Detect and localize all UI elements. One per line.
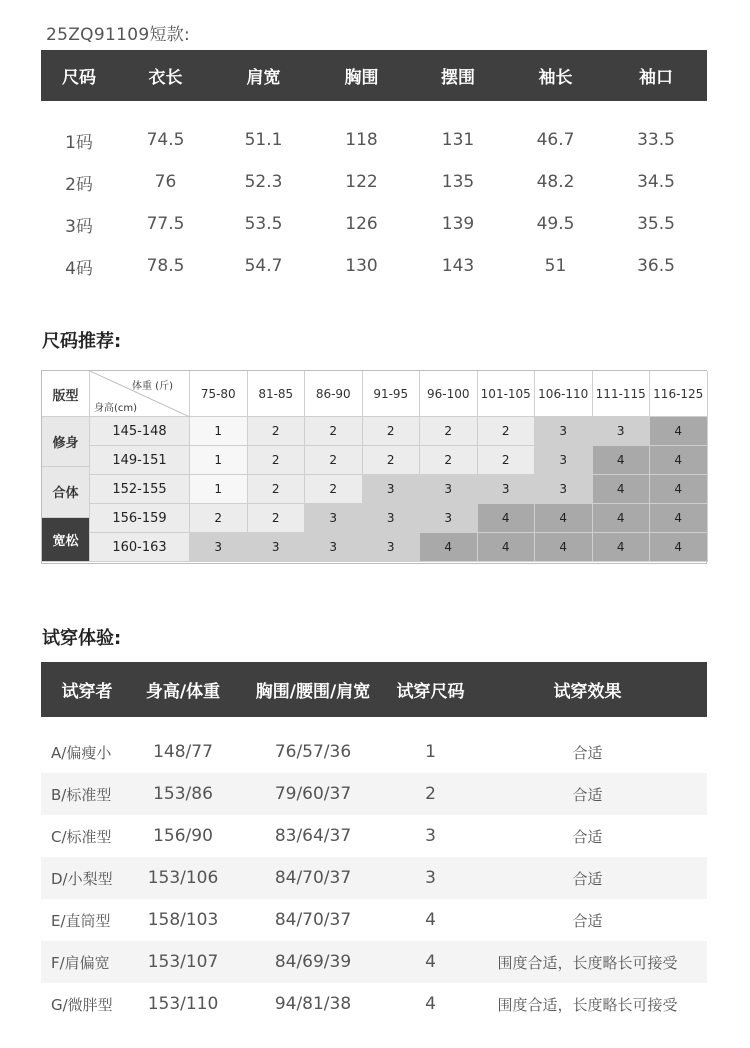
trial-cell-trial-effect: 围度合适，长度略长可接受 (497, 995, 678, 1014)
header-sleeve-length: 袖长 (538, 68, 573, 88)
size-table-header (41, 50, 707, 101)
recommend-size-cell: 3 (420, 475, 478, 504)
trial-cell-tester: C/标准型 (51, 827, 112, 846)
product-code-title: 25ZQ91109短款: (46, 25, 191, 45)
trial-cell-trial-effect: 合适 (572, 827, 603, 846)
trial-cell-trial-effect: 合适 (572, 911, 603, 930)
recommend-size-cell: 2 (305, 446, 363, 475)
trial-cell-tester: B/标准型 (51, 785, 112, 804)
trial-cell-trial-size: 3 (425, 868, 436, 888)
trial-cell-measurements: 83/64/37 (274, 826, 352, 846)
size-cell-length: 76 (154, 172, 177, 192)
trial-cell-measurements: 84/69/39 (274, 952, 352, 972)
trial-cell-trial-effect: 合适 (572, 743, 603, 762)
fit-label: 宽松 (42, 518, 90, 562)
height-label: 156-159 (90, 504, 190, 533)
size-cell-shoulder: 54.7 (244, 256, 283, 276)
recommend-title: 尺码推荐: (42, 331, 122, 352)
recommend-size-cell: 4 (593, 504, 651, 533)
recommend-size-cell: 2 (248, 446, 306, 475)
recommend-size-cell: 3 (535, 475, 593, 504)
recommend-size-cell: 3 (248, 533, 306, 562)
recommend-size-cell: 4 (650, 475, 708, 504)
size-cell-sleeve-length: 51 (544, 256, 567, 276)
trial-table (41, 662, 707, 1025)
trial-cell-trial-effect: 合适 (572, 869, 603, 888)
size-cell-size: 2码 (65, 174, 93, 195)
trial-cell-height-weight: 153/110 (147, 994, 219, 1014)
trial-cell-height-weight: 148/77 (153, 742, 213, 762)
size-cell-bust: 118 (345, 130, 378, 150)
recommend-size-cell: 4 (593, 533, 651, 562)
trial-title: 试穿体验: (42, 628, 122, 649)
size-row (41, 119, 707, 161)
recommend-size-cell: 2 (478, 417, 536, 446)
corner-weight-label: 体重 (斤) (132, 381, 173, 392)
recommend-size-cell: 2 (248, 504, 306, 533)
weight-header: 81-85 (248, 371, 306, 417)
trial-cell-height-weight: 156/90 (153, 826, 213, 846)
trial-cell-trial-size: 4 (425, 910, 436, 930)
trial-table-header (41, 662, 707, 717)
height-label: 152-155 (90, 475, 190, 504)
header-shoulder: 肩宽 (246, 68, 281, 88)
weight-header: 106-110 (535, 371, 593, 417)
trial-cell-tester: G/微胖型 (51, 995, 113, 1014)
size-table (41, 50, 707, 287)
size-row (41, 161, 707, 203)
trial-table-body (41, 717, 707, 1025)
size-row (41, 203, 707, 245)
recommend-size-cell: 4 (420, 533, 478, 562)
trial-cell-tester: A/偏瘦小 (51, 743, 112, 762)
trial-cell-height-weight: 153/86 (153, 784, 213, 804)
recommend-size-cell: 4 (650, 533, 708, 562)
size-cell-cuff: 34.5 (637, 172, 675, 192)
header-measurements: 胸围/腰围/肩宽 (255, 682, 371, 702)
recommend-size-cell: 2 (420, 446, 478, 475)
size-cell-cuff: 33.5 (637, 130, 675, 150)
trial-cell-tester: D/小梨型 (51, 869, 113, 888)
height-label: 149-151 (90, 446, 190, 475)
size-cell-size: 4码 (65, 258, 93, 279)
trial-cell-height-weight: 153/107 (147, 952, 219, 972)
size-cell-size: 3码 (65, 216, 93, 237)
recommend-size-cell: 3 (190, 533, 248, 562)
recommend-size-cell: 2 (420, 417, 478, 446)
corner-cell (42, 371, 190, 417)
recommend-size-cell: 2 (190, 504, 248, 533)
weight-header: 96-100 (420, 371, 478, 417)
header-trial-effect: 试穿效果 (553, 682, 622, 702)
trial-cell-trial-size: 1 (425, 742, 436, 762)
recommend-size-cell: 4 (478, 533, 536, 562)
header-size: 尺码 (62, 68, 96, 88)
header-tester: 试穿者 (61, 682, 113, 702)
recommend-size-cell: 1 (190, 417, 248, 446)
trial-row (41, 899, 707, 941)
weight-header: 75-80 (190, 371, 248, 417)
corner-fit-label: 版型 (42, 371, 90, 417)
recommend-size-cell: 3 (305, 533, 363, 562)
recommend-size-cell: 2 (305, 417, 363, 446)
trial-cell-measurements: 79/60/37 (274, 784, 352, 804)
recommend-size-cell: 2 (478, 446, 536, 475)
recommend-size-cell: 4 (650, 504, 708, 533)
size-recommend-grid (41, 370, 707, 564)
trial-cell-measurements: 76/57/36 (274, 742, 352, 762)
trial-cell-trial-size: 3 (425, 826, 436, 846)
height-label: 160-163 (90, 533, 190, 562)
weight-header: 116-125 (650, 371, 708, 417)
header-height-weight: 身高/体重 (145, 682, 221, 702)
size-cell-sleeve-length: 48.2 (536, 172, 575, 192)
header-hem: 摆围 (441, 68, 475, 88)
recommend-size-cell: 3 (535, 417, 593, 446)
size-cell-hem: 139 (441, 214, 475, 234)
recommend-size-cell: 4 (535, 533, 593, 562)
trial-row (41, 773, 707, 815)
trial-cell-trial-size: 2 (425, 784, 436, 804)
size-cell-shoulder: 53.5 (244, 214, 283, 234)
recommend-size-cell: 2 (248, 417, 306, 446)
size-table-body (41, 101, 707, 287)
trial-cell-tester: F/肩偏宽 (51, 953, 110, 972)
size-cell-hem: 135 (441, 172, 475, 192)
recommend-size-cell: 4 (535, 504, 593, 533)
recommend-size-cell: 4 (593, 446, 651, 475)
trial-cell-trial-size: 4 (425, 952, 436, 972)
recommend-size-cell: 4 (478, 504, 536, 533)
trial-cell-height-weight: 158/103 (147, 910, 219, 930)
recommend-size-cell: 2 (305, 475, 363, 504)
trial-row (41, 941, 707, 983)
height-label: 145-148 (90, 417, 190, 446)
recommend-size-cell: 2 (363, 417, 421, 446)
recommend-size-cell: 3 (478, 475, 536, 504)
size-cell-bust: 130 (345, 256, 378, 276)
size-cell-length: 74.5 (146, 130, 185, 150)
recommend-size-cell: 3 (593, 417, 651, 446)
trial-cell-measurements: 84/70/37 (274, 910, 352, 930)
header-cuff: 袖口 (639, 68, 673, 88)
size-cell-hem: 143 (441, 256, 475, 276)
size-cell-shoulder: 52.3 (244, 172, 283, 192)
size-cell-length: 77.5 (146, 214, 185, 234)
trial-cell-measurements: 84/70/37 (274, 868, 352, 888)
trial-row (41, 857, 707, 899)
header-bust: 胸围 (344, 68, 379, 88)
size-cell-shoulder: 51.1 (244, 130, 283, 150)
size-cell-length: 78.5 (146, 256, 185, 276)
recommend-size-cell: 4 (593, 475, 651, 504)
recommend-size-cell: 1 (190, 446, 248, 475)
recommend-size-cell: 3 (363, 475, 421, 504)
fit-label: 合体 (42, 467, 90, 518)
recommend-size-cell: 2 (248, 475, 306, 504)
trial-cell-measurements: 94/81/38 (274, 994, 352, 1014)
trial-cell-height-weight: 153/106 (147, 868, 219, 888)
size-cell-sleeve-length: 46.7 (536, 130, 575, 150)
recommend-size-cell: 4 (650, 446, 708, 475)
size-cell-hem: 131 (441, 130, 475, 150)
trial-row (41, 815, 707, 857)
trial-row (41, 731, 707, 773)
recommend-size-cell: 2 (363, 446, 421, 475)
trial-cell-tester: E/直筒型 (51, 911, 111, 930)
header-trial-size: 试穿尺码 (396, 682, 465, 702)
weight-header: 111-115 (593, 371, 651, 417)
size-cell-sleeve-length: 49.5 (536, 214, 575, 234)
recommend-size-cell: 3 (535, 446, 593, 475)
size-cell-bust: 126 (345, 214, 378, 234)
trial-row (41, 983, 707, 1025)
size-row (41, 245, 707, 287)
size-cell-cuff: 36.5 (637, 256, 675, 276)
size-cell-cuff: 35.5 (637, 214, 675, 234)
trial-cell-trial-size: 4 (425, 994, 436, 1014)
recommend-size-cell: 1 (190, 475, 248, 504)
size-cell-bust: 122 (345, 172, 378, 192)
weight-header: 86-90 (305, 371, 363, 417)
size-cell-size: 1码 (65, 132, 93, 153)
fit-label: 修身 (42, 417, 90, 467)
recommend-size-cell: 3 (305, 504, 363, 533)
recommend-size-cell: 4 (650, 417, 708, 446)
recommend-size-cell: 3 (363, 504, 421, 533)
trial-cell-trial-effect: 合适 (572, 785, 603, 804)
header-length: 衣长 (148, 68, 183, 88)
weight-header: 101-105 (478, 371, 536, 417)
corner-height-label: 身高(cm) (94, 403, 138, 414)
weight-header: 91-95 (363, 371, 421, 417)
recommend-size-cell: 3 (363, 533, 421, 562)
trial-cell-trial-effect: 围度合适，长度略长可接受 (497, 953, 678, 972)
recommend-size-cell: 3 (420, 504, 478, 533)
